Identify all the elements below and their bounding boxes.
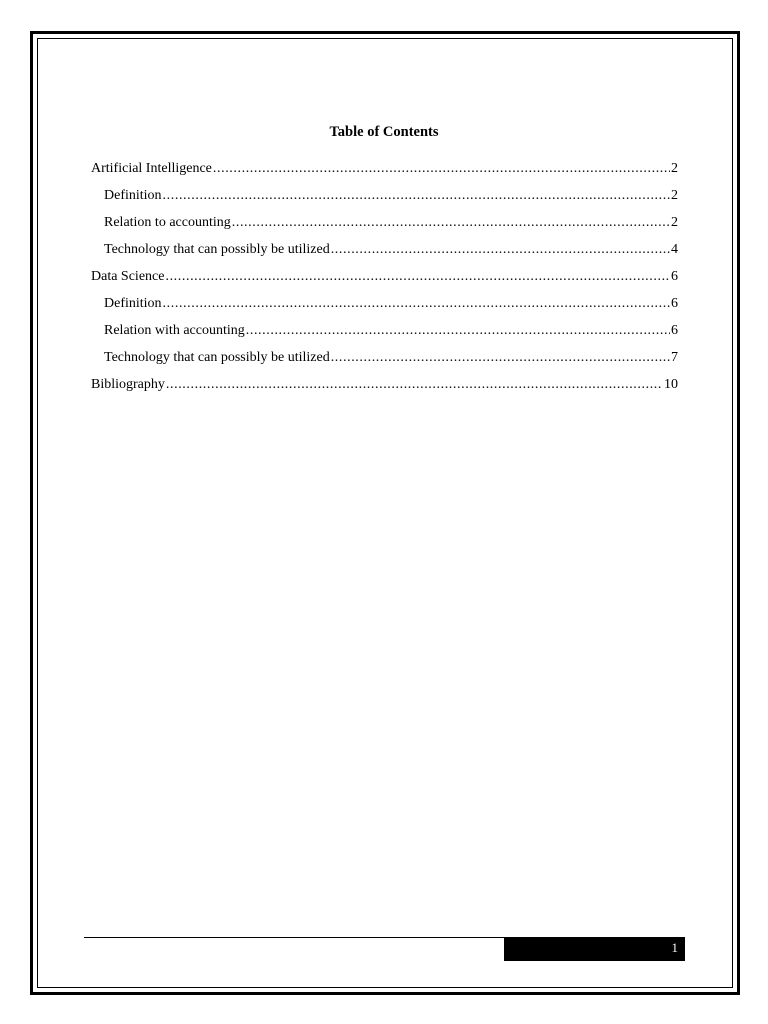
toc-entry-ds-definition[interactable] bbox=[91, 294, 678, 321]
toc-entry-page: 2 bbox=[671, 188, 678, 203]
toc-entry-artificial-intelligence[interactable] bbox=[91, 159, 678, 186]
toc-leader-dots bbox=[331, 240, 670, 260]
toc-entry-page: 4 bbox=[671, 242, 678, 257]
toc-entry-page: 6 bbox=[671, 296, 678, 311]
toc-leader-dots bbox=[166, 375, 663, 395]
toc-entry-page: 2 bbox=[671, 161, 678, 176]
toc-entry-label: Relation with accounting bbox=[104, 323, 245, 338]
toc-entry-bibliography[interactable] bbox=[91, 375, 678, 402]
toc-title: Table of Contents bbox=[329, 124, 439, 140]
toc-leader-dots bbox=[163, 294, 670, 314]
toc-entry-label: Technology that can possibly be utilized bbox=[104, 350, 330, 365]
toc-leader-dots bbox=[331, 348, 670, 368]
toc-entry-page: 6 bbox=[671, 269, 678, 284]
toc-entry-ai-definition[interactable] bbox=[91, 186, 678, 213]
toc-entry-label: Artificial Intelligence bbox=[91, 161, 212, 176]
toc-entry-label: Relation to accounting bbox=[104, 215, 231, 230]
toc-leader-dots bbox=[232, 213, 670, 233]
toc-entry-page: 6 bbox=[671, 323, 678, 338]
toc-leader-dots bbox=[165, 267, 670, 287]
toc-entry-ds-technology[interactable] bbox=[91, 348, 678, 375]
toc-entry-label: Technology that can possibly be utilized bbox=[104, 242, 330, 257]
toc-entry-label: Definition bbox=[104, 188, 162, 203]
toc-entry-relation-with-accounting[interactable] bbox=[91, 321, 678, 348]
toc-entry-label: Bibliography bbox=[91, 377, 165, 392]
toc-leader-dots bbox=[163, 186, 670, 206]
toc-entry-label: Definition bbox=[104, 296, 162, 311]
toc-entry-label: Data Science bbox=[91, 269, 165, 284]
toc-entry-page: 2 bbox=[671, 215, 678, 230]
toc-list bbox=[91, 159, 678, 402]
toc-entry-page: 7 bbox=[671, 350, 678, 365]
toc-entry-page: 10 bbox=[664, 377, 678, 392]
toc-leader-dots bbox=[213, 159, 670, 179]
toc-entry-relation-to-accounting[interactable] bbox=[91, 213, 678, 240]
page-number-badge: 1 bbox=[504, 938, 685, 961]
toc-entry-data-science[interactable] bbox=[91, 267, 678, 294]
toc-entry-ai-technology[interactable] bbox=[91, 240, 678, 267]
toc-leader-dots bbox=[246, 321, 670, 341]
